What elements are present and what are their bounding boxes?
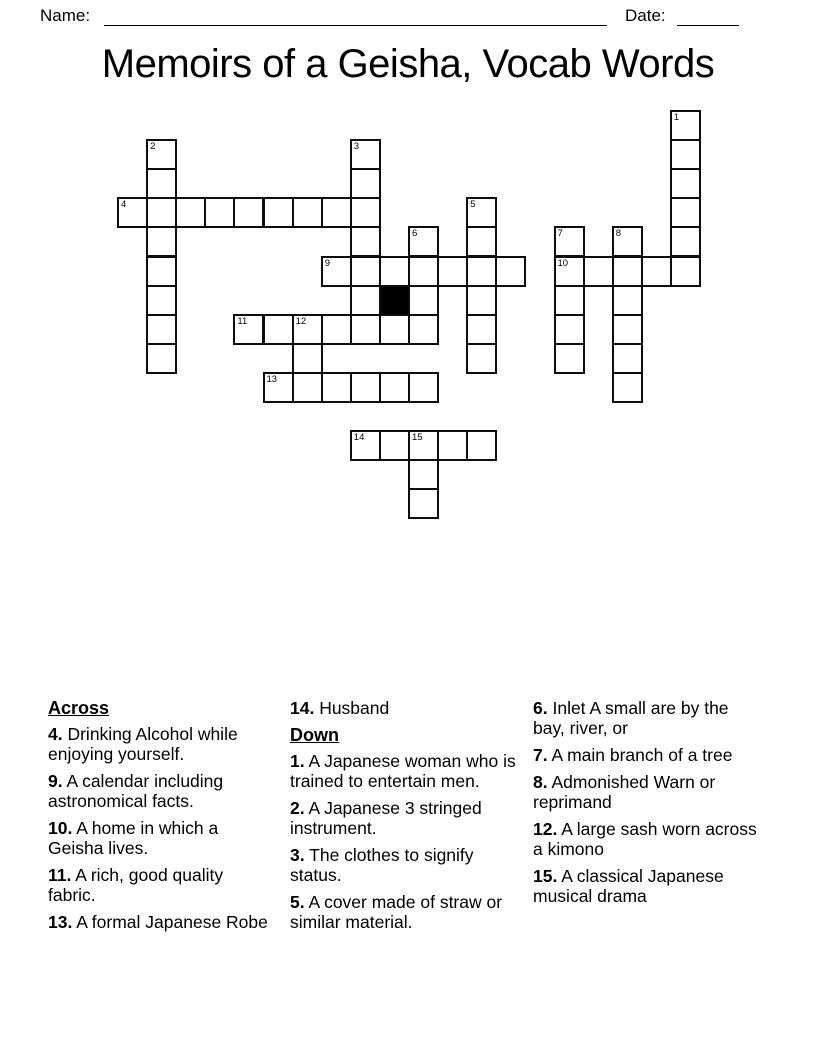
clue-item xyxy=(533,745,761,765)
crossword-cell[interactable] xyxy=(146,314,177,345)
crossword-cell[interactable] xyxy=(263,197,294,228)
clue-text: A Japanese 3 stringed instrument. xyxy=(290,798,482,838)
crossword-cell[interactable] xyxy=(146,256,177,287)
clue-number: 11. xyxy=(48,865,72,885)
clue-number: 2. xyxy=(290,798,305,818)
clues-column-middle xyxy=(290,698,526,939)
clue-text: Drinking Alcohol while enjoying yourself. xyxy=(48,724,238,764)
crossword-cell[interactable] xyxy=(641,256,672,287)
crossword-cell[interactable] xyxy=(350,430,381,461)
clue-text: A rich, good quality fabric. xyxy=(48,865,224,905)
name-input-line[interactable] xyxy=(104,25,607,26)
clue-text: A home in which a Geisha lives. xyxy=(48,818,219,858)
cell-number: 14 xyxy=(353,432,365,444)
clue-item xyxy=(533,698,761,738)
page-title: Memoirs of a Geisha, Vocab Words xyxy=(101,42,715,86)
crossword-cell[interactable] xyxy=(321,197,352,228)
crossword-cell[interactable] xyxy=(466,314,497,345)
clues-heading-down: Down xyxy=(290,725,339,745)
clue-number: 7. xyxy=(533,745,548,765)
cell-number: 12 xyxy=(295,315,307,327)
crossword-cell[interactable] xyxy=(350,314,381,345)
crossword-cell[interactable] xyxy=(379,256,410,287)
clue-text: Inlet A small are by the bay, river, or xyxy=(533,698,729,738)
crossword-cell[interactable] xyxy=(670,139,701,170)
crossword-cell[interactable] xyxy=(612,256,643,287)
clue-number: 15. xyxy=(533,866,558,886)
crossword-cell[interactable] xyxy=(379,314,410,345)
crossword-cell[interactable] xyxy=(321,314,352,345)
clue-number: 10. xyxy=(48,818,73,838)
cell-number: 13 xyxy=(266,373,278,385)
clue-text: A calendar including astronomical facts. xyxy=(48,771,224,811)
crossword-cell[interactable] xyxy=(292,197,323,228)
clue-item xyxy=(48,818,270,858)
crossword-cell[interactable] xyxy=(408,488,439,519)
cell-number: 2 xyxy=(150,141,156,153)
clue-number: 12. xyxy=(533,819,558,839)
crossword-cell[interactable] xyxy=(670,197,701,228)
crossword-cell[interactable] xyxy=(321,372,352,403)
crossword-cell[interactable] xyxy=(554,314,585,345)
clues-column-across xyxy=(48,698,270,939)
crossword-cell[interactable] xyxy=(350,256,381,287)
crossword-cell[interactable] xyxy=(408,285,439,316)
crossword-cell[interactable] xyxy=(350,285,381,316)
crossword-cell[interactable] xyxy=(350,372,381,403)
crossword-cell[interactable] xyxy=(554,343,585,374)
cell-number: 6 xyxy=(412,228,418,240)
clue-item xyxy=(48,771,270,811)
blocked-cell xyxy=(379,285,410,316)
cell-number: 10 xyxy=(557,257,569,269)
clue-item xyxy=(48,724,270,764)
clue-text: A cover made of straw or similar material. xyxy=(290,892,503,932)
crossword-cell[interactable] xyxy=(554,256,585,287)
clues-heading-across: Across xyxy=(48,698,110,718)
crossword-cell[interactable] xyxy=(292,314,323,345)
cell-number: 8 xyxy=(615,228,621,240)
name-label: Name: xyxy=(40,6,91,25)
clue-text: A large sash worn across a kimono xyxy=(533,819,757,859)
crossword-cell[interactable] xyxy=(670,256,701,287)
crossword-cell[interactable] xyxy=(263,372,294,403)
clue-text: A formal Japanese Robe xyxy=(72,912,268,932)
crossword-cell[interactable] xyxy=(263,314,294,345)
crossword-cell[interactable] xyxy=(117,197,148,228)
clue-item xyxy=(533,866,761,906)
cell-number: 9 xyxy=(324,257,330,269)
clue-number: 14. xyxy=(290,698,315,718)
clue-item xyxy=(290,698,526,718)
clue-text: A classical Japanese musical drama xyxy=(533,866,724,906)
crossword-cell[interactable] xyxy=(146,139,177,170)
crossword-cell[interactable] xyxy=(466,197,497,228)
clue-number: 6. xyxy=(533,698,548,718)
cell-number: 7 xyxy=(557,228,563,240)
crossword-cell[interactable] xyxy=(379,372,410,403)
clue-item xyxy=(290,798,526,838)
crossword-cell[interactable] xyxy=(612,343,643,374)
crossword-cell[interactable] xyxy=(408,256,439,287)
crossword-cell[interactable] xyxy=(408,430,439,461)
crossword-cell[interactable] xyxy=(437,256,468,287)
clue-text: Admonished Warn or reprimand xyxy=(533,772,716,812)
crossword-cell[interactable] xyxy=(466,430,497,461)
crossword-cell[interactable] xyxy=(408,314,439,345)
crossword-cell[interactable] xyxy=(321,256,352,287)
clue-number: 8. xyxy=(533,772,548,792)
crossword-cell[interactable] xyxy=(612,372,643,403)
crossword-cell[interactable] xyxy=(146,285,177,316)
clue-number: 3. xyxy=(290,845,305,865)
crossword-cell[interactable] xyxy=(554,285,585,316)
crossword-cell[interactable] xyxy=(292,372,323,403)
crossword-cell[interactable] xyxy=(466,285,497,316)
crossword-cell[interactable] xyxy=(204,197,235,228)
clue-text: A main branch of a tree xyxy=(547,745,733,765)
crossword-cell[interactable] xyxy=(408,372,439,403)
crossword-cell[interactable] xyxy=(670,110,701,141)
crossword-cell[interactable] xyxy=(408,459,439,490)
crossword-cell[interactable] xyxy=(146,197,177,228)
crossword-cell[interactable] xyxy=(466,256,497,287)
crossword-cell[interactable] xyxy=(408,226,439,257)
cell-number: 11 xyxy=(237,315,248,327)
crossword-cell[interactable] xyxy=(466,343,497,374)
cell-number: 5 xyxy=(470,199,476,211)
crossword-cell[interactable] xyxy=(670,168,701,199)
crossword-cell[interactable] xyxy=(554,226,585,257)
clue-number: 9. xyxy=(48,771,63,791)
crossword-cell[interactable] xyxy=(612,285,643,316)
clue-item xyxy=(290,751,526,791)
crossword-cell[interactable] xyxy=(495,256,526,287)
clue-text: A Japanese woman who is trained to entertain men. xyxy=(290,751,516,791)
clue-item xyxy=(533,772,761,812)
crossword-cell[interactable] xyxy=(350,139,381,170)
date-label: Date: xyxy=(625,6,666,25)
clue-text: The clothes to signify status. xyxy=(290,845,474,885)
crossword-cell[interactable] xyxy=(146,168,177,199)
crossword-cell[interactable] xyxy=(292,343,323,374)
crossword-cell[interactable] xyxy=(670,226,701,257)
crossword-cell[interactable] xyxy=(350,168,381,199)
clue-item xyxy=(290,845,526,885)
crossword-cell[interactable] xyxy=(437,430,468,461)
clue-number: 13. xyxy=(48,912,73,932)
cell-number: 4 xyxy=(121,199,127,211)
clue-item xyxy=(533,819,761,859)
crossword-cell[interactable] xyxy=(379,430,410,461)
cell-number: 1 xyxy=(673,112,680,123)
cell-number: 15 xyxy=(412,432,423,444)
date-input-line[interactable] xyxy=(677,25,739,26)
clue-text: Husband xyxy=(314,698,390,718)
cell-number: 3 xyxy=(353,141,360,153)
crossword-cell[interactable] xyxy=(146,226,177,257)
clue-number: 4. xyxy=(48,724,63,744)
clue-number: 5. xyxy=(290,892,305,912)
clues-column-down xyxy=(533,698,761,913)
crossword-cell[interactable] xyxy=(350,226,381,257)
crossword-cell[interactable] xyxy=(466,226,497,257)
crossword-cell[interactable] xyxy=(175,197,206,228)
crossword-cell[interactable] xyxy=(233,314,264,345)
crossword-cell[interactable] xyxy=(612,226,643,257)
clue-number: 1. xyxy=(290,751,305,771)
crossword-cell[interactable] xyxy=(146,343,177,374)
crossword-cell[interactable] xyxy=(583,256,614,287)
clue-item xyxy=(290,892,526,932)
crossword-cell[interactable] xyxy=(612,314,643,345)
clue-item xyxy=(48,912,270,932)
crossword-cell[interactable] xyxy=(350,197,381,228)
crossword-cell[interactable] xyxy=(233,197,264,228)
clue-item xyxy=(48,865,270,905)
